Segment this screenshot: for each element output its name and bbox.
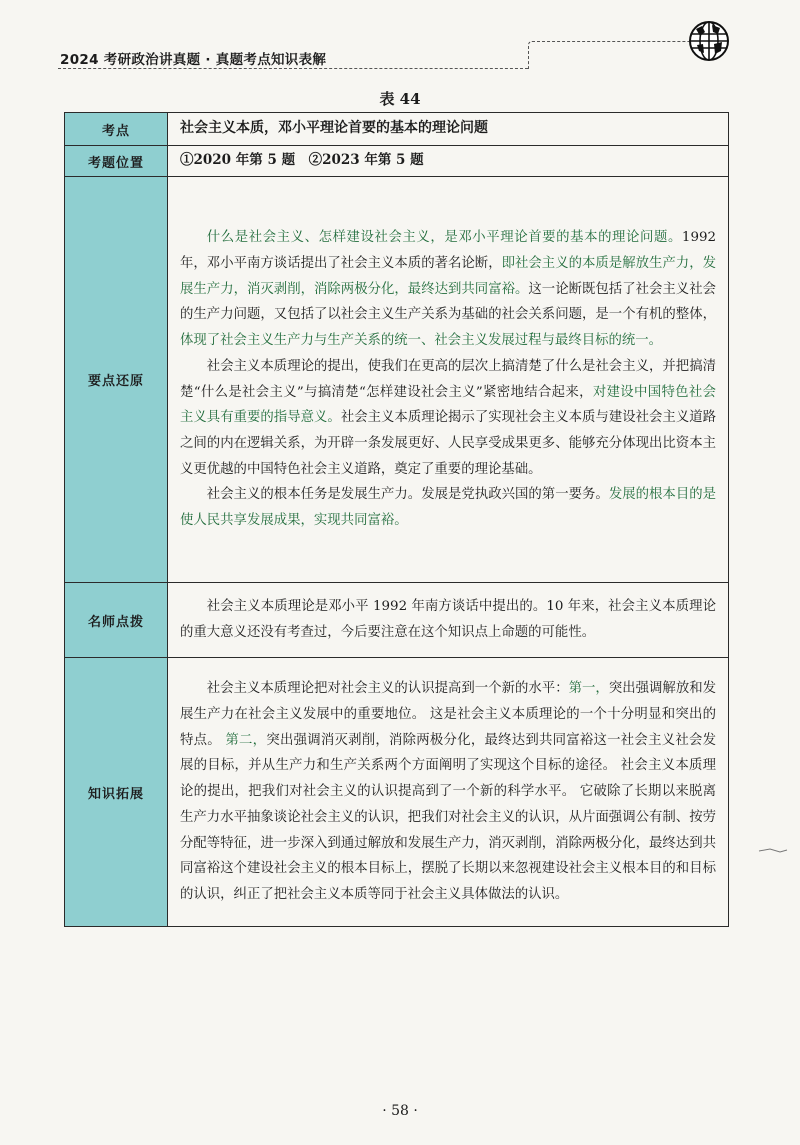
- extension-row: [65, 658, 729, 927]
- position-label: 考题位置: [65, 146, 168, 177]
- knowledge-table: [64, 112, 729, 927]
- key-points-paragraph: [180, 225, 716, 354]
- highlight-text: 第二，: [225, 732, 267, 748]
- extension-label: 知识拓展: [65, 658, 168, 927]
- tips-label: 名师点拨: [65, 583, 168, 658]
- topic-value: 社会主义本质，邓小平理论首要的基本的理论问题: [168, 113, 729, 146]
- highlight-text: 发展的根本目的是使人民共享发展成果，实现共同富裕。: [180, 487, 717, 529]
- body-text: 这是社会主义本质理论的一个十分明显和突出的特点。: [180, 707, 716, 748]
- body-text: 社会主义本质理论的提出，使我们在更高的层次上搞清楚了什么是社会主义，并把搞清楚“什么是社会主义”与搞清楚“怎样建设社会主义”紧密地结合起来，: [180, 358, 716, 400]
- body-text: 社会主义本质理论揭示了实现社会主义本质与建设社会主义道路之间的内在逻辑关系，为开辟一条发展更好、人民享受成果更多、能够充分体现出比资本主义更优越的中国特色社会主义道路，奠定了重要的理论基础。: [180, 410, 717, 477]
- body-text: 突出强调解放和发展生产力在社会主义发展中的重要地位。: [180, 681, 717, 723]
- body-text: 突出强调消灭剥削，消除两极分化，最终达到共同富裕这一社会主义社会发展的目标，并从生产力和生产关系两个方面阐明了实现这个目标的途径。: [180, 732, 716, 774]
- body-text: 这一论断既包括了社会主义社会的生产力问题，又包括了以社会主义生产关系为基础的社会关系问题，是一个有机的整体，: [180, 281, 716, 323]
- body-text: 社会主义本质理论的提出，把我们对社会主义的认识提高到了一个新的科学水平。 它破除了长期以来脱离生产力水平抽象谈论社会主义的认识，把我们对社会主义的认识，从片面强调公有制、按劳分配等特征，进一步深入到通过解放和发展生产力，消灭剥削，消除两极分化，最终达到共同富裕这个建设社会主义的根本目标上，摆脱了长期以来忽视建设社会主义根本目的和目标的认识，纠正了把社会主义本质等同于社会主义具体做法的认识。: [180, 758, 716, 902]
- key-points-label: 要点还原: [65, 177, 168, 583]
- topic-label: 考点: [65, 113, 168, 146]
- globe-icon: [688, 20, 730, 62]
- extension-paragraph: [180, 676, 716, 907]
- body-text: 社会主义本质理论把对社会主义的认识提高到一个新的水平：: [206, 681, 569, 697]
- body-text: 1992 年，邓小平南方谈话提出了社会主义本质的著名论断，: [180, 230, 716, 271]
- table-title: 表 44: [379, 90, 421, 108]
- tips-row: [65, 583, 729, 658]
- highlight-text: 即社会主义的本质是解放生产力，发展生产力，消灭剥削，消除两极分化，最终达到共同富裕。: [180, 255, 717, 297]
- tips-content: [168, 583, 729, 658]
- key-points-paragraph: [180, 354, 716, 483]
- extension-content: [168, 658, 729, 927]
- highlight-text: 什么是社会主义、怎样建设社会主义，是邓小平理论首要的基本的理论问题。: [206, 230, 682, 246]
- key-points-content: [168, 177, 729, 583]
- running-header: [58, 38, 528, 69]
- highlight-text: 对建设中国特色社会主义具有重要的指导意义。: [180, 384, 716, 426]
- highlight-text: 第一，: [568, 681, 609, 697]
- margin-mark-icon: [758, 846, 788, 856]
- position-row: [65, 146, 729, 177]
- header-rule: [528, 41, 689, 69]
- key-points-paragraph: [180, 482, 716, 533]
- key-points-row: [65, 177, 729, 583]
- position-value: ①2020 年第 5 题 ②2023 年第 5 题: [168, 146, 729, 177]
- header-title: 2024 考研政治讲真题 · 真题考点知识表解: [60, 52, 327, 68]
- topic-row: [65, 113, 729, 146]
- page-number: · 58 ·: [382, 1103, 418, 1119]
- body-text: 社会主义的根本任务是发展生产力。发展是党执政兴国的第一要务。: [206, 487, 609, 503]
- highlight-text: 体现了社会主义生产力与生产关系的统一、社会主义发展过程与最终目标的统一。: [180, 333, 663, 349]
- tips-text: 社会主义本质理论是邓小平 1992 年南方谈话中提出的。10 年来，社会主义本质理论的重大意义还没有考查过，今后要注意在这个知识点上命题的可能性。: [180, 599, 716, 640]
